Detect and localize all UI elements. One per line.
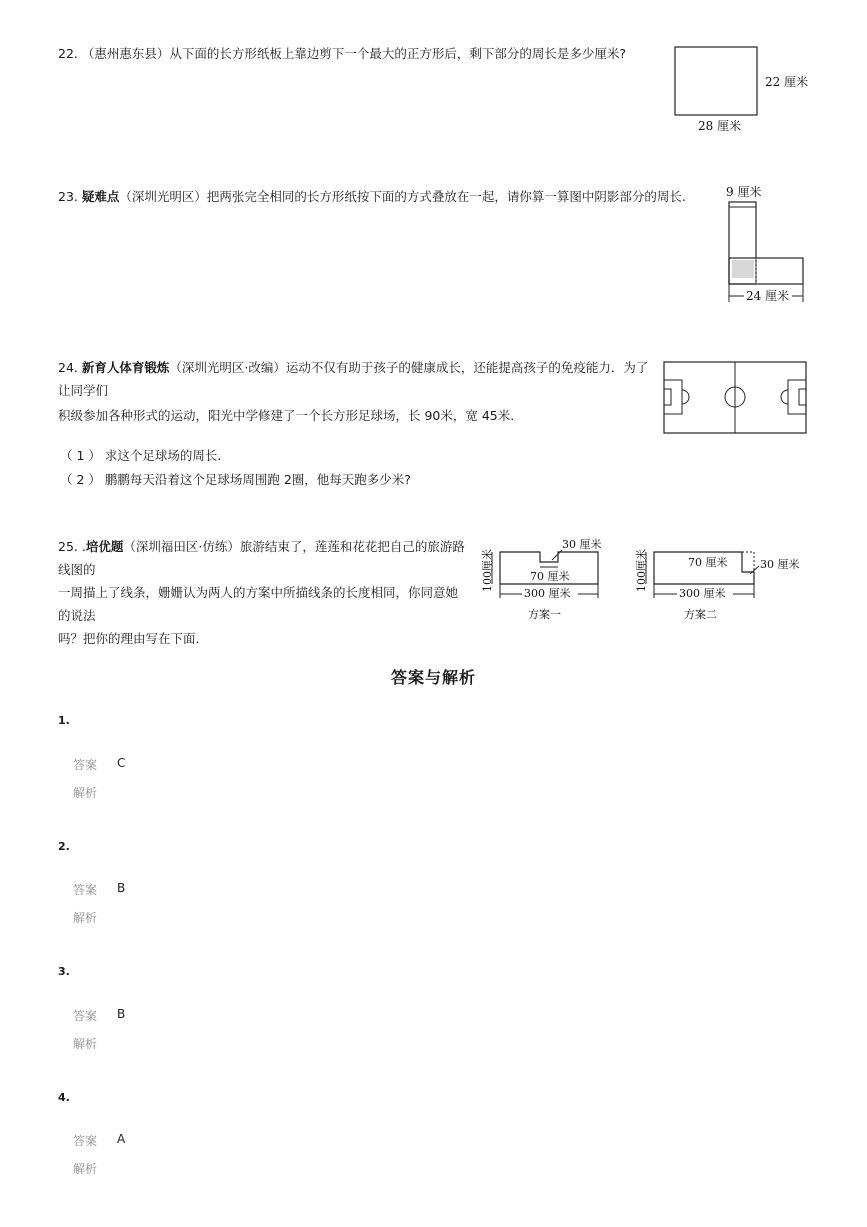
plan2-notch-label: 30 厘米 [760,558,800,571]
q23-bottom-label: 24 厘米 [746,289,790,303]
question-24-text: 24. 新育人体育锻炼（深圳光明区·改编）运动不仅有助于孩子的健康成长，还能提高孩子的免疫能力．为了让同学们 积级参加各种形式的运动，阳光中学修建了一个长方形足球场，长 90米，宽 45米. [58,360,649,423]
answer-2-label: 答案 [73,883,98,897]
q22-height-label: 22 厘米 [765,75,809,89]
answer-2-number: 2. [58,840,70,853]
answer-3-number: 3. [58,965,70,978]
answer-2-value: B [117,881,126,895]
question-23-figure [720,180,820,314]
plan-1-figure [478,532,618,628]
answer-3-label: 答案 [73,1009,98,1023]
plan2-caption: 方案二 [684,608,717,621]
plan1-notch-label: 30 厘米 [562,538,602,551]
answer-4-value: A [117,1132,126,1146]
q23-top-label: 9 厘米 [726,185,762,199]
analysis-1-label: 解析 [73,786,98,800]
plan1-caption: 方案一 [528,608,561,621]
answer-3-value: B [117,1007,126,1021]
question-23-text: 23. 疑难点（深圳光明区）把两张完全相同的长方形纸按下面的方式叠放在一起，请你算一算图中阴影部分的周长. [58,189,686,204]
question-22-text: 22. （惠州惠东县）从下面的长方形纸板上靠边剪下一个最大的正方形后，剩下部分的周长是多少厘米? [58,46,626,61]
plan2-height-label: 100厘米 [635,549,648,592]
answer-4-number: 4. [58,1091,70,1104]
question-24-tag: 新育人体育锻炼 [81,360,170,375]
question-22-figure [670,40,820,144]
analysis-4-label: 解析 [73,1162,98,1176]
question-25-tag: 培优题 [85,539,124,554]
question-23-tag: 疑难点 [81,189,120,204]
answer-1-number: 1. [58,714,70,727]
question-24-sub-1: （ 1 ） 求这个足球场的周长. [60,448,222,463]
plan1-width-label: 300 厘米 [524,587,571,600]
plan2-width-label: 300 厘米 [679,587,726,600]
analysis-3-label: 解析 [73,1037,98,1051]
question-24-sub-2: （ 2 ） 鹏鹏每天沿着这个足球场周围跑 2圈，他每天跑多少米? [60,472,411,487]
answer-1-label: 答案 [73,758,98,772]
plan-2-figure [632,532,812,628]
answer-1-value: C [117,756,126,770]
soccer-field-figure [662,360,808,440]
question-25-text: 25. .培优题（深圳福田区·仿练）旅游结束了，莲莲和花花把自己的旅游路线图的 一周描上了线条，姗姗认为两人的方案中所描线条的长度相同，你同意她的说法 吗？把你的理由写在下面. [58,539,465,646]
analysis-2-label: 解析 [73,911,98,925]
plan1-height-label: 100厘米 [481,549,494,592]
answer-4-label: 答案 [73,1134,98,1148]
plan2-inner-label: 70 厘米 [688,556,728,569]
plan1-inner-label: 70 厘米 [530,570,570,583]
answers-title: 答案与解析 [390,668,476,687]
q22-width-label: 28 厘米 [698,119,742,133]
